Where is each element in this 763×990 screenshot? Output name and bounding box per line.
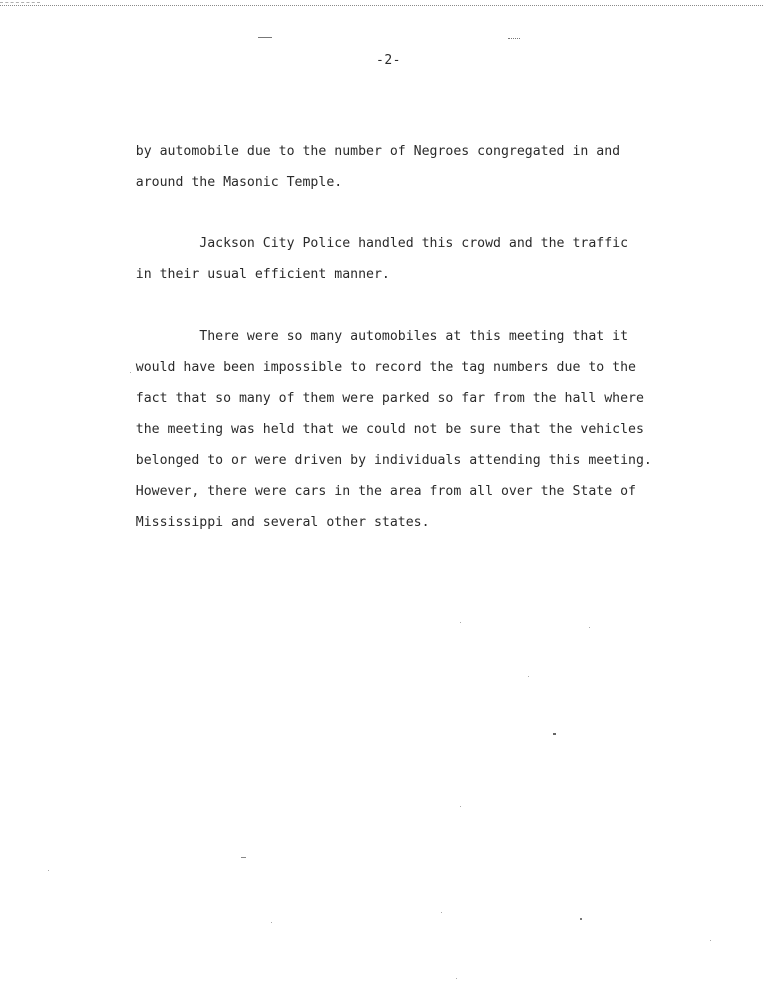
text-line: Jackson City Police handled this crowd and the traffic — [135, 236, 629, 251]
text-line: There were so many automobiles at this meeting that it — [135, 328, 629, 344]
page-number: -2- — [376, 53, 401, 68]
scan-speck — [460, 622, 461, 623]
paragraph — [104, 128, 704, 206]
scan-speck — [130, 372, 131, 373]
paragraph — [104, 221, 704, 299]
text-line: However, there were cars in the area from all over the State of — [135, 483, 636, 499]
top-left-scan-rule — [0, 2, 40, 3]
scan-speck — [553, 733, 556, 735]
paragraph — [104, 313, 704, 546]
document-body — [104, 128, 704, 561]
scan-speck — [241, 857, 246, 858]
scan-dash-mark — [258, 37, 272, 38]
text-line: in their usual efficient manner. — [135, 267, 390, 282]
scan-speck — [710, 940, 711, 941]
text-line: by automobile due to the number of Negroes congregated in and — [135, 143, 621, 159]
scan-speck — [528, 676, 529, 677]
scan-speck — [580, 918, 582, 920]
text-line: Mississippi and several other states. — [135, 514, 430, 530]
scan-speck — [271, 922, 272, 923]
text-line: the meeting was held that we could not be sure that the vehicles — [135, 421, 644, 437]
scan-speck — [589, 627, 590, 628]
scan-dash-mark — [508, 38, 520, 39]
text-line: fact that so many of them were parked so far from the hall where — [135, 390, 644, 406]
top-scan-rule — [0, 5, 763, 6]
text-line: belonged to or were driven by individuals attending this meeting. — [135, 452, 652, 468]
text-line: around the Masonic Temple. — [135, 174, 343, 190]
scan-speck — [456, 978, 457, 979]
scan-speck — [441, 912, 442, 913]
text-line: would have been impossible to record the tag numbers due to the — [135, 359, 636, 375]
scan-speck — [48, 870, 49, 871]
scan-speck — [460, 806, 461, 807]
